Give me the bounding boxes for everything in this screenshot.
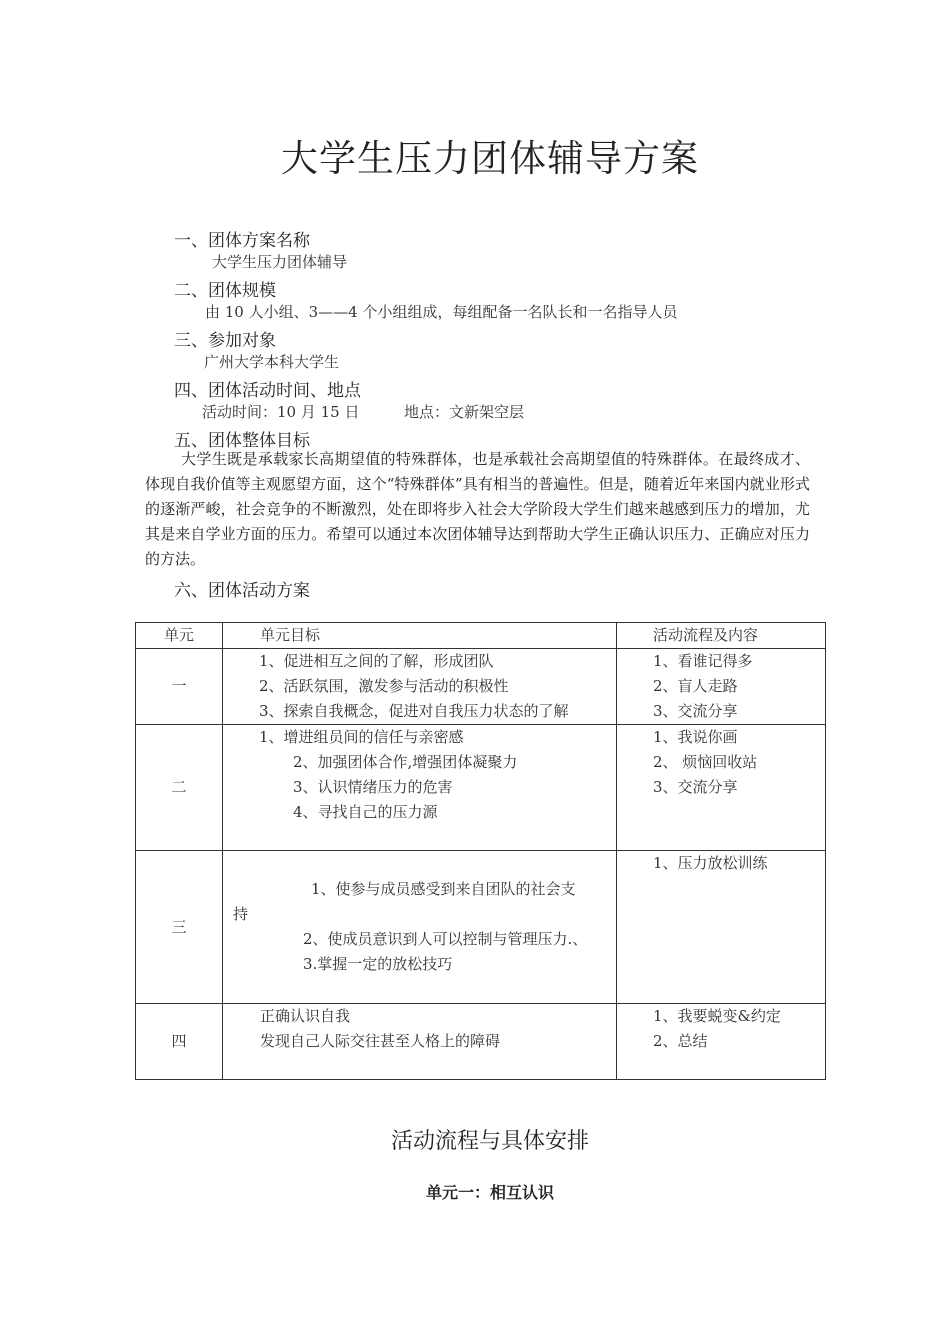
unit-one-heading: 单元一：相互认识 <box>425 1183 554 1202</box>
section-4-place: 地点：文新架空层 <box>404 403 525 421</box>
unit-cell: 一 <box>136 649 223 725</box>
activity-line: 2、 烦恼回收站 <box>653 753 758 771</box>
table-header-row <box>136 623 826 649</box>
activity-line: 3、交流分享 <box>653 702 738 720</box>
document-title: 大学生压力团体辅导方案 <box>281 137 699 180</box>
table-row <box>136 725 826 851</box>
goal-line: 2、使成员意识到人可以控制与管理压力.、 <box>303 930 588 948</box>
goals-cell <box>223 725 617 851</box>
goal-line: 3.掌握一定的放松技巧 <box>303 955 453 973</box>
section-1-heading: 一、团体方案名称 <box>174 231 310 251</box>
table-row <box>136 1004 826 1080</box>
activity-line: 1、我说你画 <box>653 728 738 746</box>
activity-line: 1、看谁记得多 <box>653 652 753 670</box>
section-2-content: 由 10 人小组、3——4 个小组组成，每组配备一名队长和一名指导人员 <box>205 303 678 321</box>
goal-line: 2、加强团体合作,增强团体凝聚力 <box>293 753 518 771</box>
goal-line: 1、使参与成员感受到来自团队的社会支 <box>311 880 576 898</box>
table-row <box>136 851 826 1004</box>
unit-cell: 四 <box>136 1004 223 1080</box>
table-row <box>136 649 826 725</box>
section-4-heading: 四、团体活动时间、地点 <box>174 381 361 401</box>
activities-cell <box>617 649 826 725</box>
unit-cell: 三 <box>136 851 223 1004</box>
activities-cell <box>617 851 826 1004</box>
section-4-time: 活动时间：10 月 15 日 <box>202 403 360 421</box>
unit-cell: 二 <box>136 725 223 851</box>
goal-line: 发现自己人际交往甚至人格上的障碍 <box>260 1032 501 1050</box>
activity-line: 1、我要蜕变&约定 <box>653 1007 781 1025</box>
activity-line: 2、盲人走路 <box>653 677 738 695</box>
goal-line: 2、活跃氛围，激发参与活动的积极性 <box>259 677 509 695</box>
schedule-subheading: 活动流程与具体安排 <box>390 1129 589 1154</box>
section-3-heading: 三、参加对象 <box>174 331 276 351</box>
goals-cell <box>223 851 617 1004</box>
activity-plan-table <box>135 622 826 1080</box>
section-1-content: 大学生压力团体辅导 <box>212 253 348 271</box>
goals-cell <box>223 1004 617 1080</box>
goal-line: 1、增进组员间的信任与亲密感 <box>259 728 464 746</box>
goal-line: 3、认识情绪压力的危害 <box>293 778 453 796</box>
header-goals: 单元目标 <box>223 623 617 649</box>
activities-cell <box>617 725 826 851</box>
section-6-heading: 六、团体活动方案 <box>174 581 310 601</box>
activities-cell <box>617 1004 826 1080</box>
goal-line: 正确认识自我 <box>260 1007 351 1025</box>
goal-line: 1、促进相互之间的了解，形成团队 <box>259 652 494 670</box>
section-5-heading: 五、团体整体目标 <box>174 431 310 451</box>
activity-line: 3、交流分享 <box>653 778 738 796</box>
goal-line: 3、探索自我概念，促进对自我压力状态的了解 <box>259 702 569 720</box>
section-3-content: 广州大学本科大学生 <box>204 353 340 371</box>
activity-line: 2、总结 <box>653 1032 708 1050</box>
goals-cell <box>223 649 617 725</box>
section-5-paragraph: 大学生既是承载家长高期望值的特殊群体，也是承载社会高期望值的特殊群体。在最终成才、体现自我价值等主观愿望方面，这个“特殊群体”具有相当的普遍性。但是，随着近年来国内就业形式的逐渐严峻，社会竞争的不断激烈，处在即将步入社会大学阶段大学生们越来越感到压力的增加，尤其是来自学业方面的压力。希望可以通过本次团体辅导达到帮助大学生正确认识压力、正确应对压力的方法。 <box>145 450 810 568</box>
section-2-heading: 二、团体规模 <box>174 281 276 301</box>
activity-line: 1、压力放松训练 <box>653 854 768 872</box>
goal-line: 4、寻找自己的压力源 <box>293 803 438 821</box>
header-unit: 单元 <box>136 623 223 649</box>
header-activities: 活动流程及内容 <box>617 623 826 649</box>
goal-line: 持 <box>233 905 249 923</box>
